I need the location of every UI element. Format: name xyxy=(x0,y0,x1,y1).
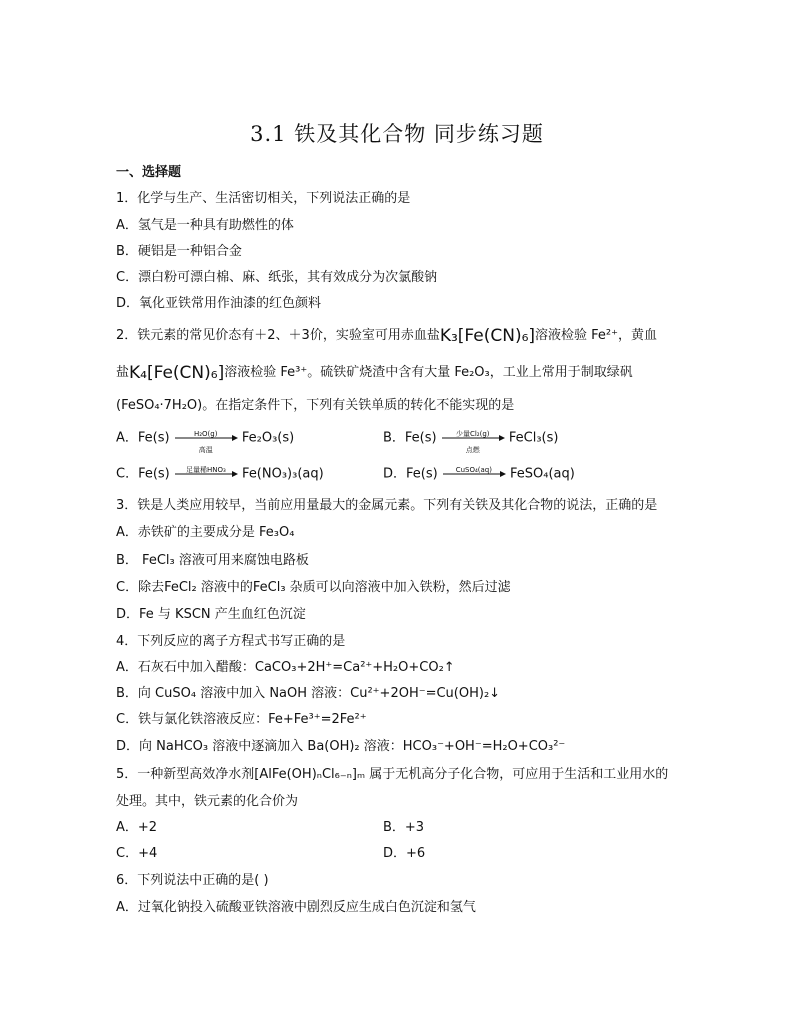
q2-a-cond-top: H₂O(g) xyxy=(193,430,218,438)
q1-stem: 1．化学与生产、生活密切相关，下列说法正确的是 xyxy=(116,191,411,206)
q2-d-cond-top: CuSO₄(aq) xyxy=(455,466,492,474)
q2-option-a xyxy=(116,429,295,454)
q2-option-c xyxy=(116,465,324,484)
q2-d-reactant: D．Fe(s) xyxy=(383,466,438,482)
arrow-icon xyxy=(442,470,506,478)
q2-a-reactant: A．Fe(s) xyxy=(116,430,170,446)
q2-line2-text-a: 盐 xyxy=(116,365,130,380)
q2-formula-yellow-prussiate: K₄[Fe(CN)₆] xyxy=(129,363,225,383)
q2-option-d xyxy=(383,465,575,484)
q4-option-d: D．向 NaHCO₃ 溶液中逐滴加入 Ba(OH)₂ 溶液：HCO₃⁻+OH⁻=H₂O+CO₃²⁻ xyxy=(116,739,566,754)
arrow-icon xyxy=(174,470,238,478)
q2-c-product: Fe(NO₃)₃(aq) xyxy=(242,466,324,482)
q3-option-a: A．赤铁矿的主要成分是 Fe₃O₄ xyxy=(116,525,295,540)
q5-option-b: B．+3 xyxy=(383,820,425,835)
q2-a-arrow xyxy=(174,429,238,454)
q3-stem: 3．铁是人类应用较早，当前应用量最大的金属元素。下列有关铁及其化合物的说法，正确的是 xyxy=(116,498,658,513)
q2-d-product: FeSO₄(aq) xyxy=(509,466,575,482)
q3-option-c: C．除去FeCl₂ 溶液中的FeCl₃ 杂质可以向溶液中加入铁粉，然后过滤 xyxy=(116,580,511,595)
q5-option-d: D．+6 xyxy=(383,846,426,861)
q6-option-a: A．过氧化钠投入硫酸亚铁溶液中剧烈反应生成白色沉淀和氢气 xyxy=(116,900,476,915)
q2-line2 xyxy=(116,364,633,382)
q2-line1-text-c: 溶液检验 Fe²⁺，黄血 xyxy=(535,328,658,343)
q2-c-cond-top: 足量稀HNO₃ xyxy=(185,466,226,474)
q2-b-product: FeCl₃(s) xyxy=(508,430,559,446)
q2-a-product: Fe₂O₃(s) xyxy=(241,430,295,446)
q2-line2-text-c: 溶液检验 Fe³⁺。硫铁矿烧渣中含有大量 Fe₂O₃，工业上常用于制取绿矾 xyxy=(224,365,633,380)
q2-b-cond-bottom: 点燃 xyxy=(465,446,480,454)
q1-option-b: B．硬铝是一种铝合金 xyxy=(116,244,242,259)
q1-option-c: C．漂白粉可漂白棉、麻、纸张，其有效成分为次氯酸钠 xyxy=(116,270,438,285)
q2-option-b xyxy=(383,429,559,454)
q2-d-arrow xyxy=(442,465,506,483)
q5-option-a: A．+2 xyxy=(116,820,158,835)
q2-b-reactant: B．Fe(s) xyxy=(383,430,437,446)
q4-option-b: B．向 CuSO₄ 溶液中加入 NaOH 溶液：Cu²⁺+2OH⁻=Cu(OH)₂↓ xyxy=(116,686,501,701)
q4-stem: 4．下列反应的离子方程式书写正确的是 xyxy=(116,634,346,649)
q5-line1: 5．一种新型高效净水剂[AlFe(OH)ₙCl₆₋ₙ]ₘ 属于无机高分子化合物，可应用于生活和工业用水的 xyxy=(116,767,669,782)
page-title: 3.1 铁及其化合物 同步练习题 xyxy=(250,122,544,146)
q5-option-c: C．+4 xyxy=(116,846,158,861)
q6-stem: 6．下列说法中正确的是( ) xyxy=(116,873,269,888)
q1-option-d: D．氧化亚铁常用作油漆的红色颜料 xyxy=(116,296,322,311)
q2-line1 xyxy=(116,327,657,345)
q2-formula-red-prussiate: K₃[Fe(CN)₆] xyxy=(439,326,536,346)
q2-b-arrow xyxy=(441,429,505,454)
q4-option-a: A．石灰石中加入醋酸：CaCO₃+2H⁺=Ca²⁺+H₂O+CO₂↑ xyxy=(116,660,455,675)
q1-option-a: A．氢气是一种具有助燃性的体 xyxy=(116,218,294,233)
q2-b-cond-top: 少量Cl₂(g) xyxy=(455,430,490,438)
section-heading: 一、选择题 xyxy=(116,165,182,180)
q2-line3: (FeSO₄·7H₂O)。在指定条件下，下列有关铁单质的转化不能实现的是 xyxy=(116,398,515,413)
q5-line2: 处理。其中，铁元素的化合价为 xyxy=(116,794,299,809)
q3-option-b: B． FeCl₃ 溶液可用来腐蚀电路板 xyxy=(116,553,309,568)
q2-c-arrow xyxy=(174,465,238,483)
q2-c-reactant: C．Fe(s) xyxy=(116,466,170,482)
q2-a-cond-bottom: 高温 xyxy=(198,446,213,454)
q3-option-d: D．Fe 与 KSCN 产生血红色沉淀 xyxy=(116,607,306,622)
q4-option-c: C．铁与氯化铁溶液反应：Fe+Fe³⁺=2Fe²⁺ xyxy=(116,712,367,727)
q2-line1-text-a: 2．铁元素的常见价态有＋2、＋3价，实验室可用赤血盐 xyxy=(116,328,440,343)
